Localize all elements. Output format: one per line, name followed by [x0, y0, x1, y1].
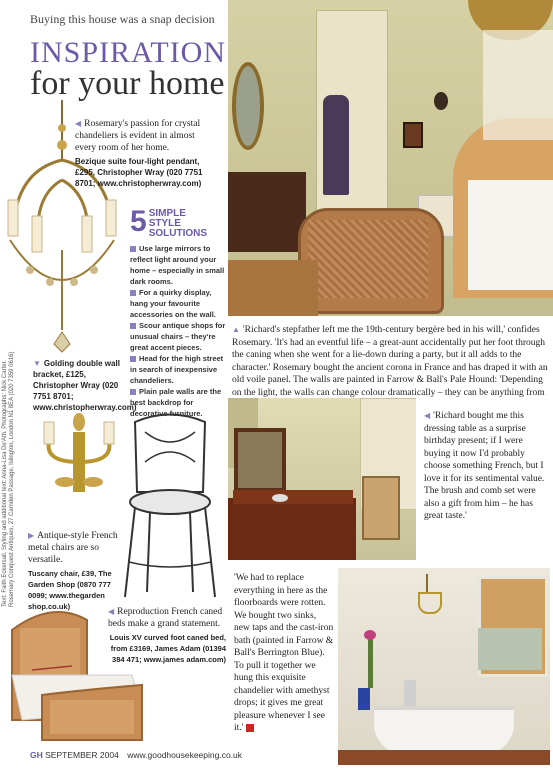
kicker: Buying this house was a snap decision [30, 12, 215, 26]
footer [30, 750, 242, 760]
footer-issue: SEPTEMBER 2004 [45, 750, 119, 760]
tip-item: Head for the high street in search of inexpensive chandeliers. [130, 354, 224, 385]
footer-brand: GH [30, 750, 43, 760]
metal-chair-image [115, 412, 225, 602]
chair-caption: ▶ Antique-style French metal chairs are so versatile. Tuscany chair, £39, The Garden Shop (0870 777 0099; www.thegarden shop.co.uk) [28, 530, 128, 612]
chair-product: Tuscany chair, £39, The Garden Shop (0870 777 0099; www.thegarden shop.co.uk) [28, 569, 112, 611]
footer-url: www.goodhousekeeping.co.uk [127, 750, 243, 760]
tip-item: For a quirky display, hang your favourite accessories on the wall. [130, 288, 216, 319]
tip-item: Scour antique shops for unusual chairs – they're great accent pieces. [130, 321, 226, 352]
caption-arrow-icon: ▼ [33, 359, 41, 368]
tips-heading-1: SIMPLE [148, 208, 186, 219]
caption-arrow-icon: ◀ [108, 607, 115, 616]
page-title: INSPIRATION [30, 36, 227, 69]
dressing-quote: ◀ 'Richard bought me this dressing table as a surprise birthday present; if I were buying it now I'd probably choose something French, but I love it for its sentimental value. The brush and comb set were also a gift from him – he has great taste.' [424, 411, 545, 521]
caption-arrow-icon: ◀ [424, 411, 431, 420]
end-mark-icon [246, 724, 254, 732]
bed-product: Louis XV curved foot caned bed, from £3169, James Adam (01394 384 471; www.james adam.com) [109, 633, 226, 664]
caption-arrow-icon: ▶ [28, 531, 35, 540]
bullet-icon [130, 323, 136, 329]
tips-heading-2: STYLE [148, 218, 181, 229]
bathroom-photo [338, 568, 550, 765]
tips-heading-3: SOLUTIONS [148, 228, 208, 239]
bedroom-photo [228, 0, 553, 316]
caption-arrow-icon: ◀ [75, 119, 82, 128]
bath-quote: 'We had to replace everything in here as the floorboards were rotten. We bought two sinks, new taps and the cast-iron bath (painted in Farrow & Ball's Berrington Blue). To pull it together we hung this exquisite chandelier with amethyst drops; it gives me great pleasure whenever I see it.' [234, 573, 334, 733]
bracket-caption: ▼ Golding double wall bracket, £125, Christopher Wray (020 7751 8701; www.christopherwray.com) [33, 359, 137, 412]
bullet-icon [130, 246, 136, 252]
wall-bracket-image [35, 412, 125, 507]
tip-item: Use large mirrors to reflect light around your home – especially in small dark rooms. [130, 244, 225, 286]
dressing-table-photo [228, 398, 416, 560]
chandelier-caption: ◀ Rosemary's passion for crystal chandeliers is evident in almost every room of her home. Bezique suite four-light pendant, £295, Christopher Wray (020 7751 8701; www.christopherwray.com) [75, 118, 215, 189]
bullet-icon [130, 290, 136, 296]
tips-number: 5 [130, 205, 147, 238]
caption-arrow-icon: ▲ [232, 325, 240, 334]
photo-credits: Text: Faith Eckersall. Styling and additional text: Anna-Lisa De'Ath. Photographs: Nick Carter. Rosemary Conquest Antiques, 27 Camden Passage, Islington, London N1 8EA (020 7359 0616) [2, 351, 15, 607]
tips-box [130, 205, 230, 419]
bedroom-quote: ▲ 'Richard's stepfather left me the 19th-century bergère bed in his will,' confides Rosemary. 'It's had an eventful life – a great-aunt accidentally put her foot through the caning when she went for a lie-down during a party, but it all adds to the character.' Rosemary bought the ancient corona in France and has draped it with an old voile panel. The walls are painted in Farrow & Ball's Pale Hound: 'Depending on the light, the walls can change colour dramatically – they can be anything from [232, 325, 548, 398]
page-subtitle: for your home [30, 65, 225, 102]
tip-item: Plain pale walls are the best backdrop for decorative furniture. [130, 387, 222, 418]
bed-caption: ◀ Reproduction French caned beds make a grand statement. Louis XV curved foot caned bed, from £3169, James Adam (01394 384 471; www.james adam.com) [108, 607, 226, 664]
chandelier-product: Bezique suite four-light pendant, £295, Christopher Wray (020 7751 8701; www.christopherwray.com) [75, 157, 203, 188]
